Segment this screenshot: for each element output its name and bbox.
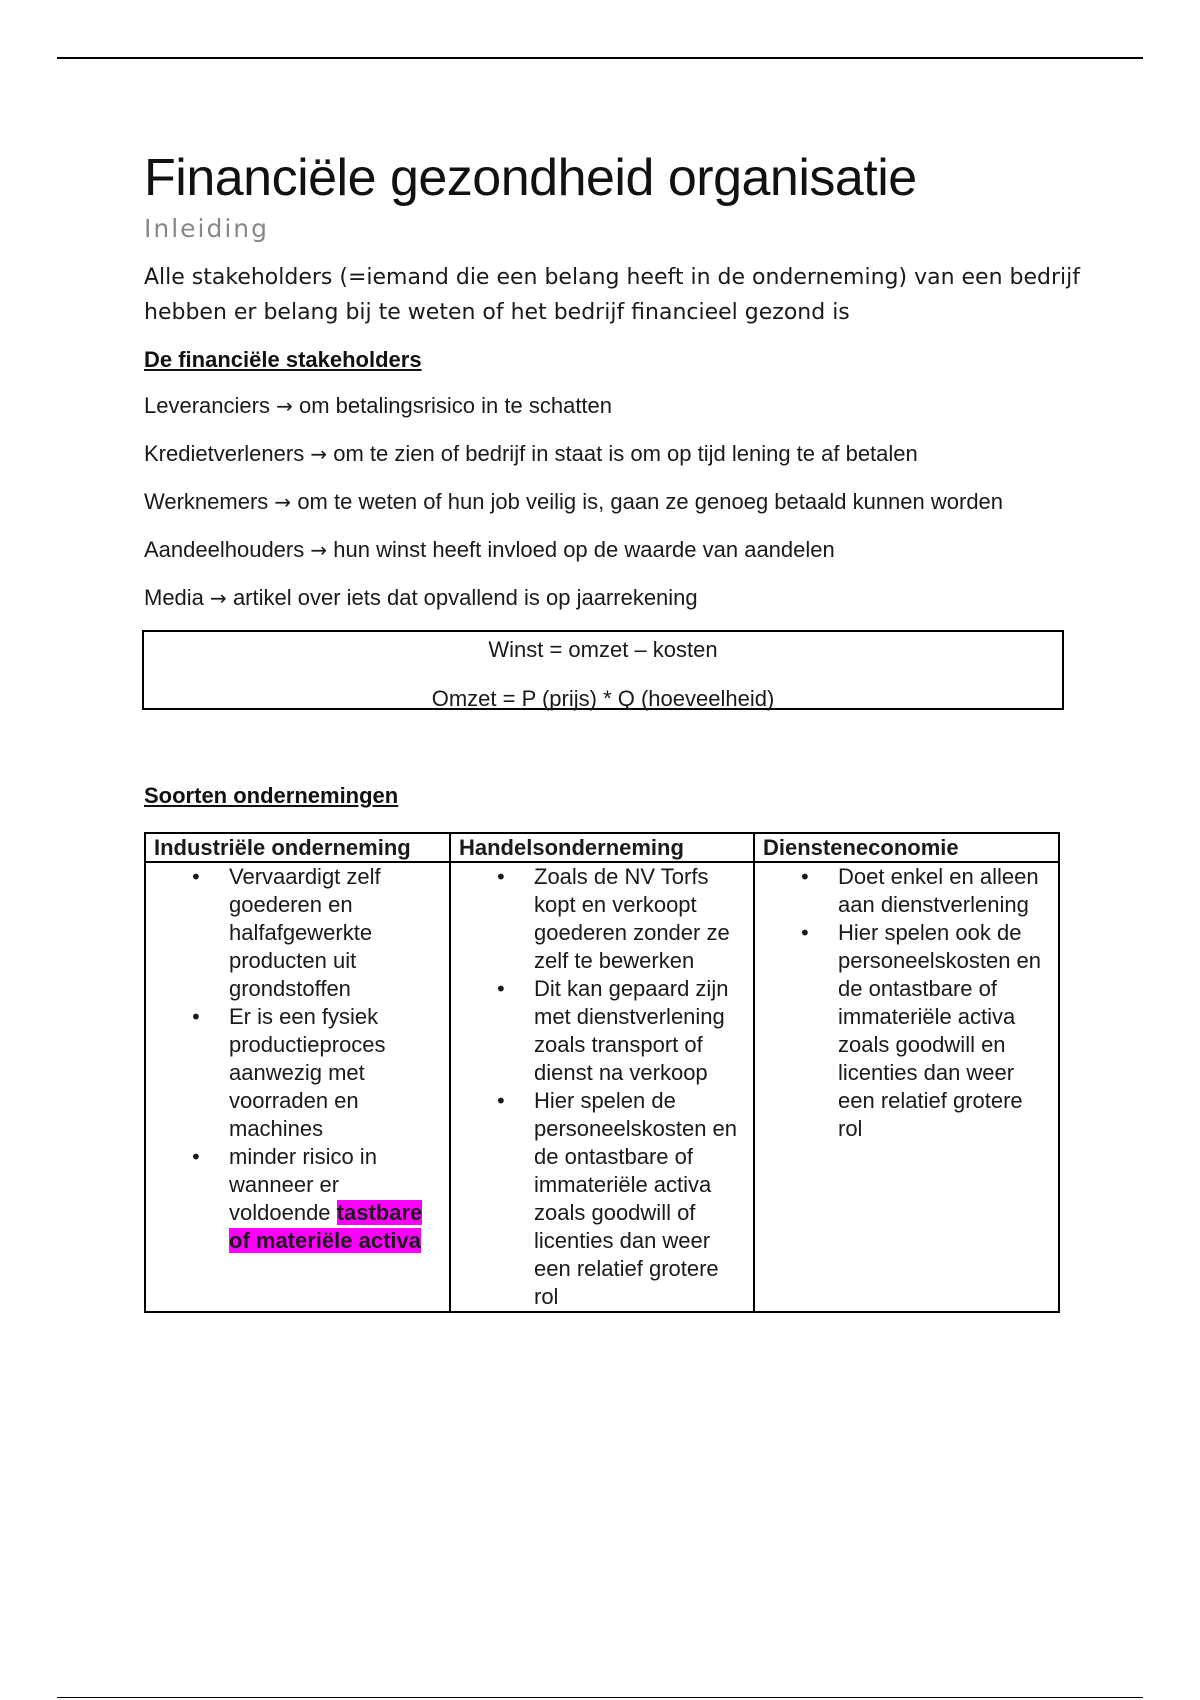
column-header: Industriële onderneming [145, 833, 450, 862]
list-item: • Dit kan gepaard zijn met dienstverlening zoals transport of dienst na verkoop [534, 975, 745, 1087]
stakeholder-name: Aandeelhouders [144, 537, 305, 562]
footer-rule [57, 1697, 1143, 1698]
list-item-text: minder risico in wanneer er voldoende [229, 1144, 377, 1225]
header-rule [57, 57, 1143, 59]
arrow-icon: → [210, 586, 227, 610]
kinds-heading: Soorten ondernemingen [144, 783, 399, 808]
stakeholder-list [144, 390, 1064, 614]
stakeholder-item [144, 486, 1064, 518]
table-cell [754, 862, 1059, 1312]
bullet-list [755, 863, 1050, 1143]
list-item: • Hier spelen de personeelskosten en de ontastbare of immateriële activa zoals goodwill of licenties dan weer een relatief grotere rol [534, 1087, 745, 1311]
table-header-row [145, 833, 1059, 862]
stakeholder-name: Leveranciers [144, 393, 270, 418]
column-header: Handelsonderneming [450, 833, 754, 862]
stakeholder-reason: artikel over iets dat opvallend is op jaarrekening [232, 585, 698, 610]
stakeholder-reason: om te zien of bedrijf in staat is om op tijd lening te af betalen [333, 441, 918, 466]
arrow-icon: → [276, 394, 293, 418]
stakeholder-item [144, 582, 1064, 614]
highlighted-text: tastbare of materiële activa [229, 1200, 423, 1253]
stakeholder-item [144, 390, 1064, 422]
stakeholder-item [144, 438, 1064, 470]
bullet-list [451, 863, 745, 1311]
stakeholder-name: Kredietverleners [144, 441, 305, 466]
table-cell [145, 862, 450, 1312]
list-item: • Hier spelen ook de personeelskosten en de ontastbare of immateriële activa zoals goodwill en licenties dan weer een relatief grotere rol [838, 919, 1050, 1143]
bullet-list [146, 863, 441, 1255]
table-cell [450, 862, 754, 1312]
list-item: • Vervaardigt zelf goederen en halfafgewerkte producten uit grondstoffen [229, 863, 441, 1003]
formula-box [142, 630, 1064, 710]
stakeholder-reason: hun winst heeft invloed op de waarde van aandelen [333, 537, 835, 562]
arrow-icon: → [310, 442, 328, 466]
document-body [144, 148, 1080, 1313]
stakeholder-name: Werknemers [144, 489, 269, 514]
stakeholder-name: Media [144, 585, 204, 610]
list-item [229, 1143, 441, 1255]
table-row [145, 862, 1059, 1312]
column-header: Diensteneconomie [754, 833, 1059, 862]
kinds-table [144, 832, 1060, 1313]
arrow-icon: → [274, 490, 292, 514]
page-title: Financiële gezondheid organisatie [144, 149, 917, 207]
list-item: • Zoals de NV Torfs kopt en verkoopt goederen zonder ze zelf te bewerken [534, 863, 745, 975]
intro-paragraph: Alle stakeholders (=iemand die een belang heeft in de onderneming) van een bedrijf hebben er belang bij te weten of het bedrijf financieel gezond is [144, 265, 1080, 325]
arrow-icon: → [310, 538, 328, 562]
formula-omzet: Omzet = P (prijs) * Q (hoeveelheid) [431, 686, 775, 711]
formula-winst: Winst = omzet – kosten [488, 637, 718, 662]
section-subtitle: Inleiding [144, 214, 270, 243]
list-item: • Doet enkel en alleen aan dienstverlening [838, 863, 1050, 919]
stakeholders-heading: De financiële stakeholders [144, 347, 422, 372]
list-item: • Er is een fysiek productieproces aanwezig met voorraden en machines [229, 1003, 441, 1143]
stakeholder-reason: om betalingsrisico in te schatten [298, 393, 613, 418]
stakeholder-reason: om te weten of hun job veilig is, gaan ze genoeg betaald kunnen worden [297, 489, 1004, 514]
stakeholder-item [144, 534, 1064, 566]
